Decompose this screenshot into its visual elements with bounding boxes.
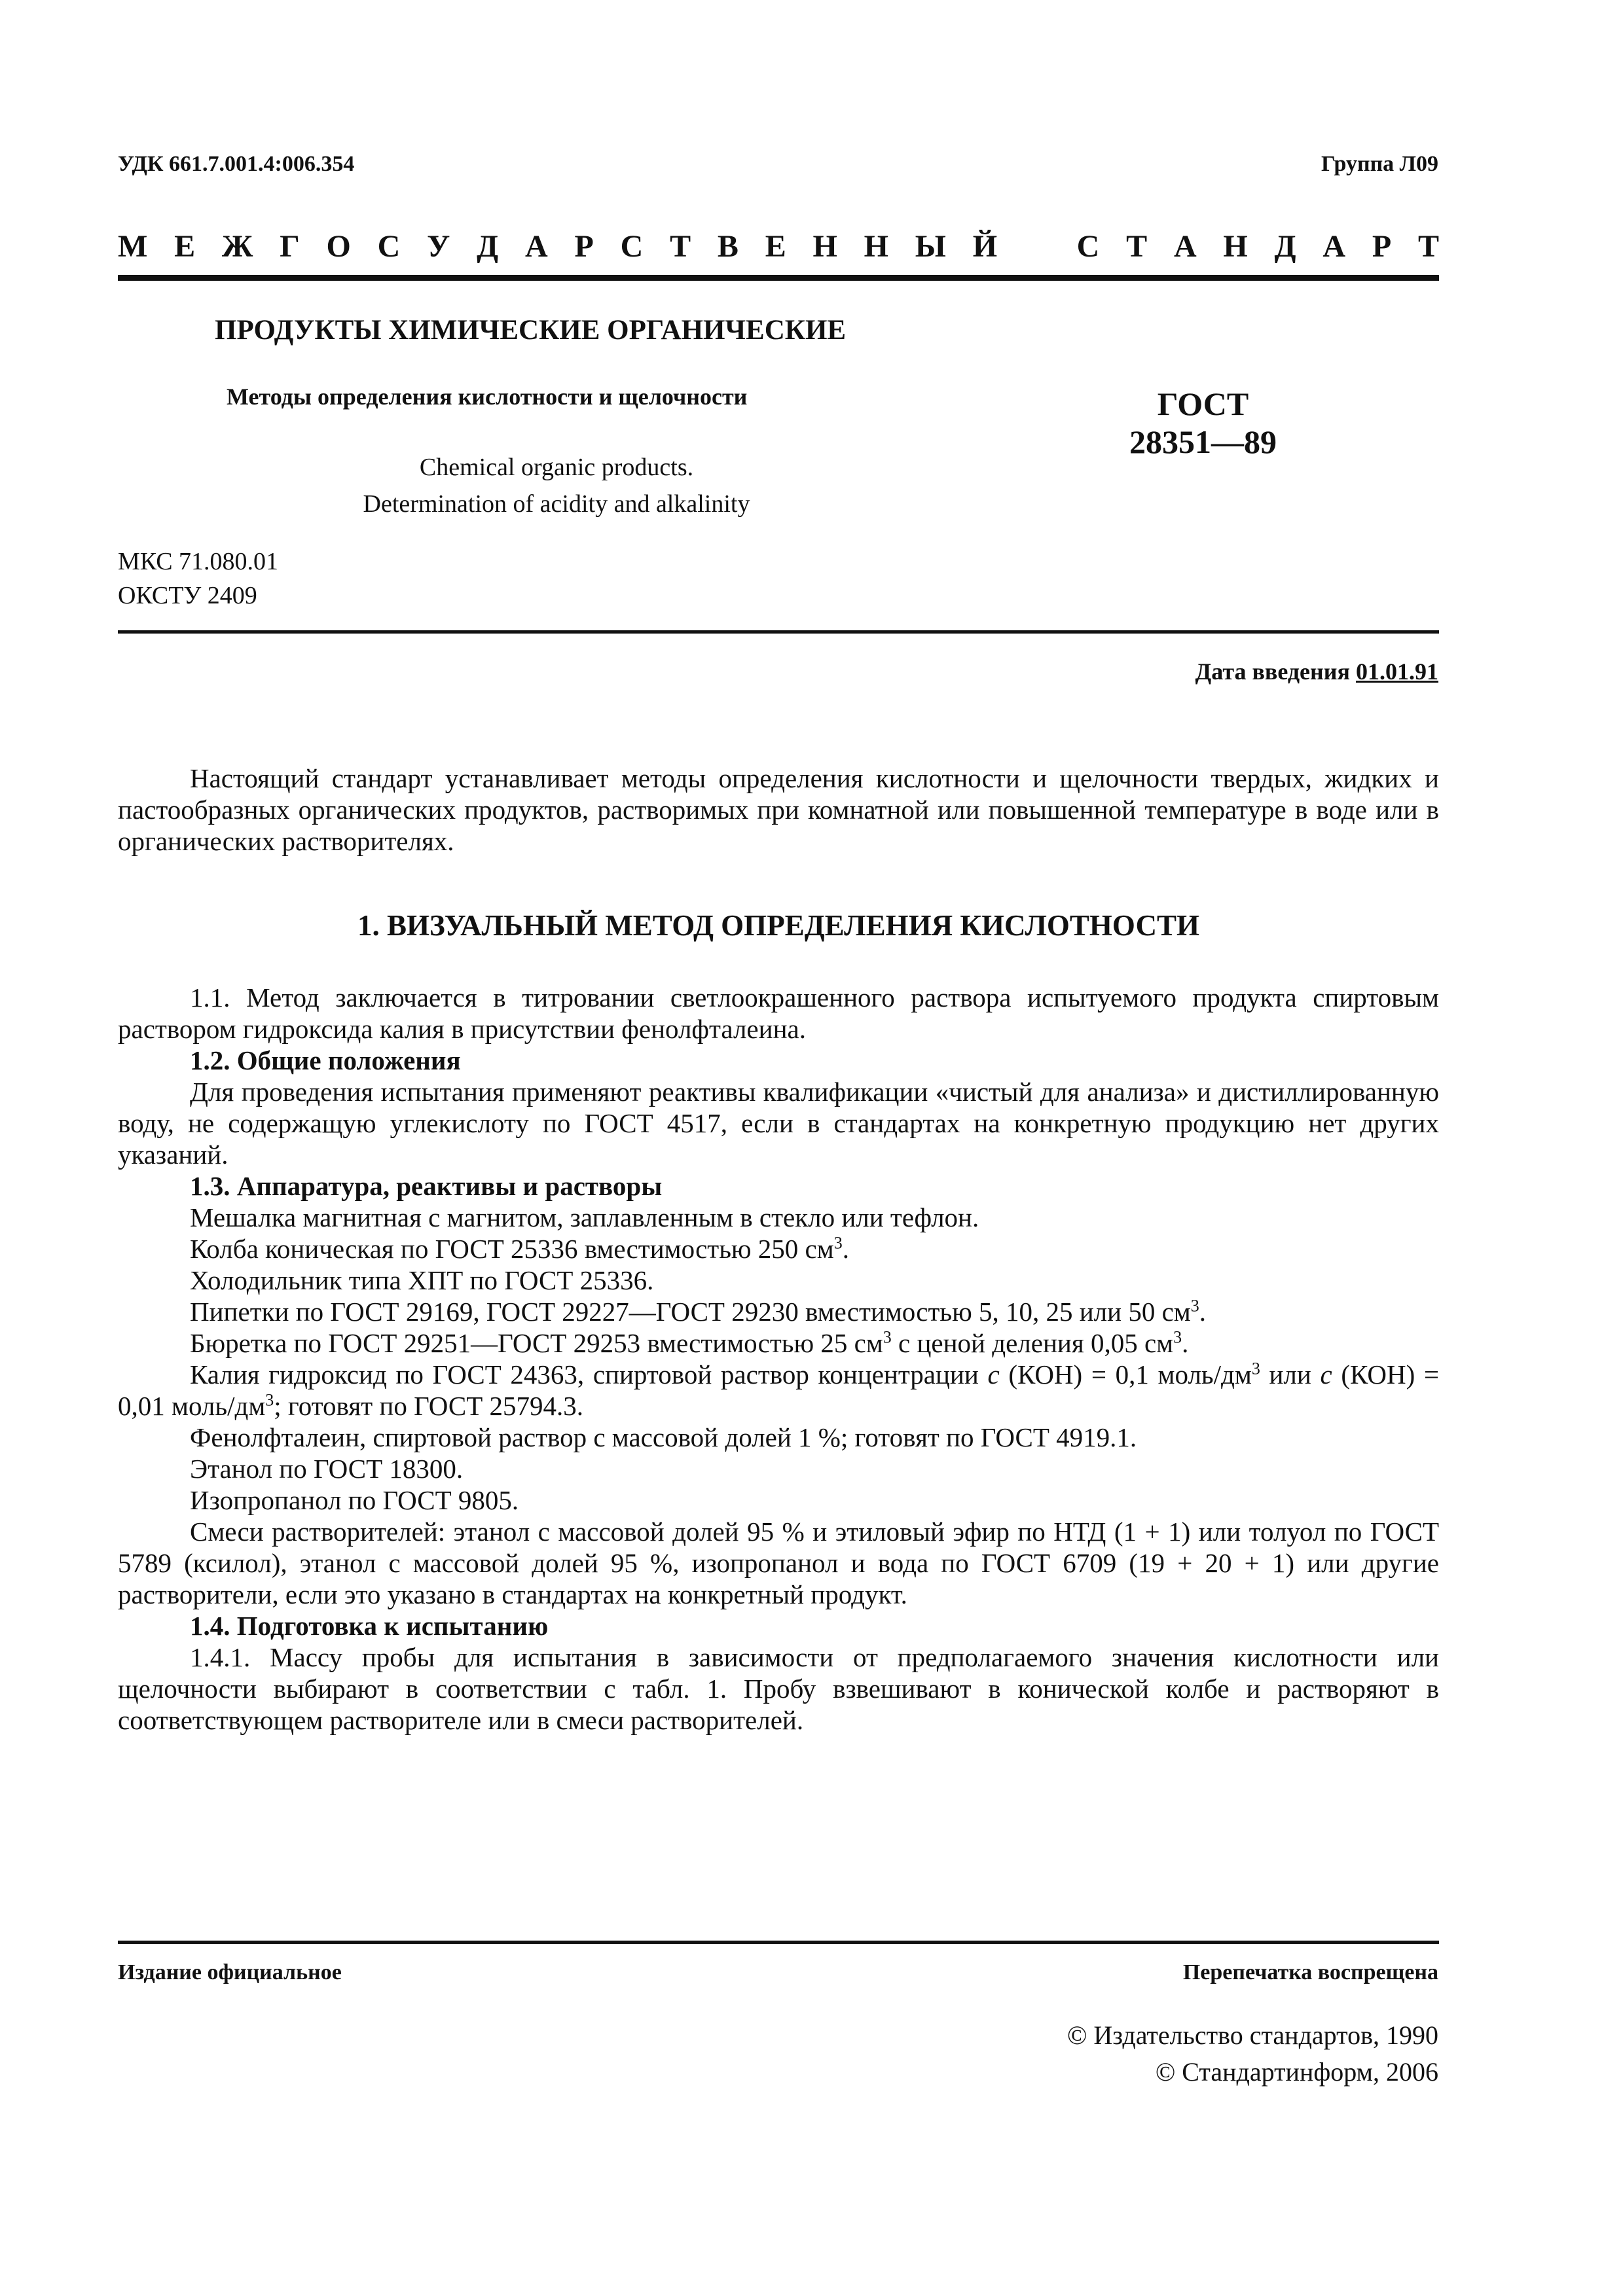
document-subtitle: Методы определения кислотности и щелочности <box>227 384 748 410</box>
list-item: Смеси растворителей: этанол с массовой долей 95 % и этиловый эфир по НТД (1 + 1) или толуол по ГОСТ 5789 (ксилол), этанол с массовой долей 95 %, изопропанол и вода по ГОСТ 6709 (19 + 20 + 1) или другие растворители, если это указано в стандартах на конкретный продукт. <box>118 1516 1439 1609</box>
list-item: Колба коническая по ГОСТ 25336 вместимостью 250 $см^3$. <box>190 1233 849 1264</box>
copyright-block <box>1067 2017 1438 2090</box>
banner-letter: Т <box>670 228 691 264</box>
banner-rule <box>118 275 1439 281</box>
section-body <box>118 982 1439 1736</box>
banner-letter: Д <box>477 228 499 264</box>
english-title <box>288 449 825 522</box>
list-item: Калия гидроксид по ГОСТ 24363, спиртовой раствор концентрации c (КОН) = 0,1 моль/$дм^3$ или c (КОН) = 0,01 моль/$дм^3$; готовят по ГОСТ 25794.3. <box>118 1359 1440 1421</box>
copyright-line: © Издательство стандартов, 1990 <box>1067 2020 1438 2050</box>
banner-letter: Е <box>765 228 786 264</box>
banner-letter: Е <box>174 228 196 264</box>
gost-label: ГОСТ <box>1157 386 1249 422</box>
banner-letter: Р <box>1372 228 1392 264</box>
paragraph-1-4-1: 1.4.1. Массу пробы для испытания в зависимости от предполагаемого значения кислотности или щелочности выбирают в соответствии с табл. 1. Пробу взвешивают в конической колбе и растворяют в соответствующем растворителе или в смеси растворителей. <box>118 1642 1439 1735</box>
official-edition-label: Издание официальное <box>118 1960 342 1984</box>
list-item: Бюретка по ГОСТ 29251—ГОСТ 29253 вместимостью 25 $см^3$ с ценой деления 0,05 $см^3$. <box>190 1327 1189 1358</box>
english-title-line: Determination of acidity and alkalinity <box>363 490 750 518</box>
banner-letter: О <box>326 228 351 264</box>
banner-letter: С <box>620 228 644 264</box>
list-item: Этанол по ГОСТ 18300. <box>190 1454 464 1484</box>
banner-letter: Г <box>280 228 300 264</box>
list-item: Фенолфталеин, спиртовой раствор с массовой долей 1 %; готовят по ГОСТ 4919.1. <box>190 1422 1137 1452</box>
paragraph-1-1: 1.1. Метод заключается в титровании светлоокрашенного раствора испытуемого продукта спиртовым раствором гидроксида калия в присутствии фенолфталеина. <box>118 982 1439 1044</box>
banner-letter: М <box>118 228 148 264</box>
banner-letter: Р <box>574 228 594 264</box>
footer-rule <box>118 1941 1439 1944</box>
banner-letter: А <box>1173 228 1197 264</box>
banner-letter: Н <box>812 228 837 264</box>
group-code: Группа Л09 <box>1321 152 1438 176</box>
mks-code: МКС 71.080.01 <box>118 548 279 575</box>
banner-letter: Д <box>1274 228 1296 264</box>
header-rule <box>118 630 1439 634</box>
copyright-line: © Стандартинформ, 2006 <box>1155 2057 1438 2087</box>
banner-letter: С <box>377 228 401 264</box>
section-heading: 1. ВИЗУАЛЬНЫЙ МЕТОД ОПРЕДЕЛЕНИЯ КИСЛОТНОСТИ <box>357 909 1199 942</box>
list-item: Изопропанол по ГОСТ 9805. <box>190 1485 519 1515</box>
document-title: ПРОДУКТЫ ХИМИЧЕСКИЕ ОРГАНИЧЕСКИЕ <box>215 315 847 346</box>
heading-1-2: 1.2. Общие положения <box>190 1045 461 1075</box>
intro-text: Настоящий стандарт устанавливает методы определения кислотности и щелочности твердых, жидких и пастообразных органических продуктов, растворимых при комнатной или повышенной температуре в воде или в органических растворителях. <box>118 763 1439 856</box>
udk-code: УДК 661.7.001.4:006.354 <box>118 152 355 176</box>
reprint-prohibited-label: Перепечатка воспрещена <box>1182 1960 1438 1984</box>
heading-1-4: 1.4. Подготовка к испытанию <box>190 1611 549 1641</box>
list-item: Холодильник типа ХПТ по ГОСТ 25336. <box>190 1265 654 1295</box>
banner-letter: Ы <box>915 228 946 264</box>
okstu-code: ОКСТУ 2409 <box>118 582 257 609</box>
effective-date <box>1195 658 1439 685</box>
banner-letter: А <box>1322 228 1346 264</box>
banner-letter: У <box>427 228 450 264</box>
intro-paragraph <box>118 762 1439 857</box>
effective-date-label: Дата введения <box>1195 658 1350 685</box>
banner-letter: Й <box>972 228 998 264</box>
classification-codes <box>118 545 278 613</box>
paragraph-1-2: Для проведения испытания применяют реактивы квалификации «чистый для анализа» и дистиллированную воду, не содержащую углекислоту по ГОСТ 4517, если в стандартах на конкретную продукцию нет других указаний. <box>118 1077 1439 1170</box>
effective-date-value: 01.01.91 <box>1356 658 1438 685</box>
gost-number: 28351—89 <box>1129 423 1277 460</box>
list-item: Мешалка магнитная с магнитом, заплавленным в стекло или тефлон. <box>190 1202 979 1232</box>
banner-letter: В <box>717 228 739 264</box>
english-title-line: Chemical organic products. <box>419 454 694 481</box>
gost-designation <box>1129 385 1277 461</box>
list-item: Пипетки по ГОСТ 29169, ГОСТ 29227—ГОСТ 29230 вместимостью 5, 10, 25 или 50 $см^3$. <box>190 1296 1206 1327</box>
banner-letter: Н <box>1223 228 1248 264</box>
banner-letter: С <box>1076 228 1100 264</box>
heading-1-3: 1.3. Аппаратура, реактивы и растворы <box>190 1171 663 1201</box>
banner-letter: Н <box>864 228 888 264</box>
banner-letter: А <box>525 228 548 264</box>
standard-banner <box>118 226 1439 266</box>
banner-letter: Т <box>1126 228 1148 264</box>
banner-letter: Т <box>1417 228 1439 264</box>
banner-letter: Ж <box>221 228 253 264</box>
